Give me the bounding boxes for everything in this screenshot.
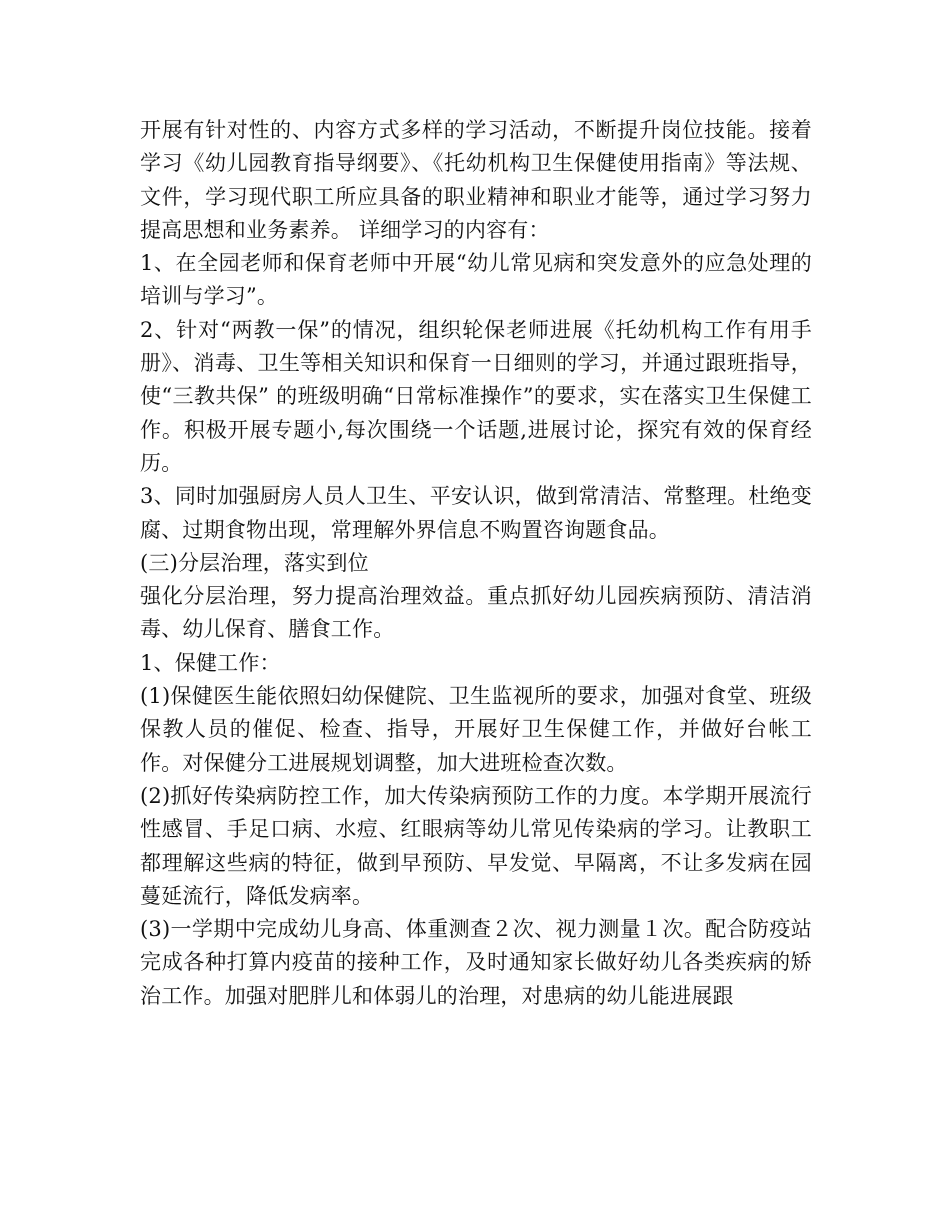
paragraph-item-3: 3、同时加强厨房人员人卫生、平安认识，做到常清洁、常整理。杜绝变腐、过期食物出现，常理解外界信息不购置咨询题食品。 <box>140 484 812 542</box>
subheading-health-work: 1、保健工作： <box>140 650 281 675</box>
paragraph-item-2: 2、针对“两教一保”的情况，组织轮保老师进展《托幼机构工作有用手册》、消毒、卫生等相关知识和保育一日细则的学习，并通过跟班指导，使“三教共保” 的班级明确“日常标准操作”的要求，实在落实卫生保健工作。积极开展专题小,每次围绕一个话题,进展讨论，探究有效的保育经历。 <box>140 317 812 475</box>
paragraph-health-3: (3)一学期中完成幼儿身高、体重测查２次、视力测量１次。配合防疫站完成各种打算内疫苗的接种工作，及时通知家长做好幼儿各类疾病的矫治工作。加强对肥胖儿和体弱儿的治理，对患病的幼儿能进展跟 <box>140 917 812 1008</box>
document-body <box>140 114 812 1013</box>
paragraph-health-1: (1)保健医生能依照妇幼保健院、卫生监视所的要求，加强对食堂、班级保教人员的催促、检查、指导，开展好卫生保健工作，并做好台帐工作。对保健分工进展规划调整，加大进班检查次数。 <box>140 684 812 775</box>
paragraph-section-3-intro: 强化分层治理，努力提高治理效益。重点抓好幼儿园疾病预防、清洁消毒、幼儿保育、膳食工作。 <box>140 584 812 642</box>
section-heading-3: (三)分层治理，落实到位 <box>140 550 369 575</box>
paragraph-health-2: (2)抓好传染病防控工作，加大传染病预防工作的力度。本学期开展流行性感冒、手足口病、水痘、红眼病等幼儿常见传染病的学习。让教职工都理解这些病的特征，做到早预防、早发觉、早隔离，不让多发病在园蔓延流行，降低发病率。 <box>140 783 812 908</box>
paragraph-intro: 开展有针对性的、内容方式多样的学习活动，不断提升岗位技能。接着学习《幼儿园教育指导纲要》、《托幼机构卫生保健使用指南》等法规、文件，学习现代职工所应具备的职业精神和职业才能等，通过学习努力提高思想和业务素养。 详细学习的内容有： <box>140 118 812 242</box>
paragraph-item-1: 1、在全园老师和保育老师中开展“幼儿常见病和突发意外的应急处理的培训与学习”。 <box>140 251 812 309</box>
